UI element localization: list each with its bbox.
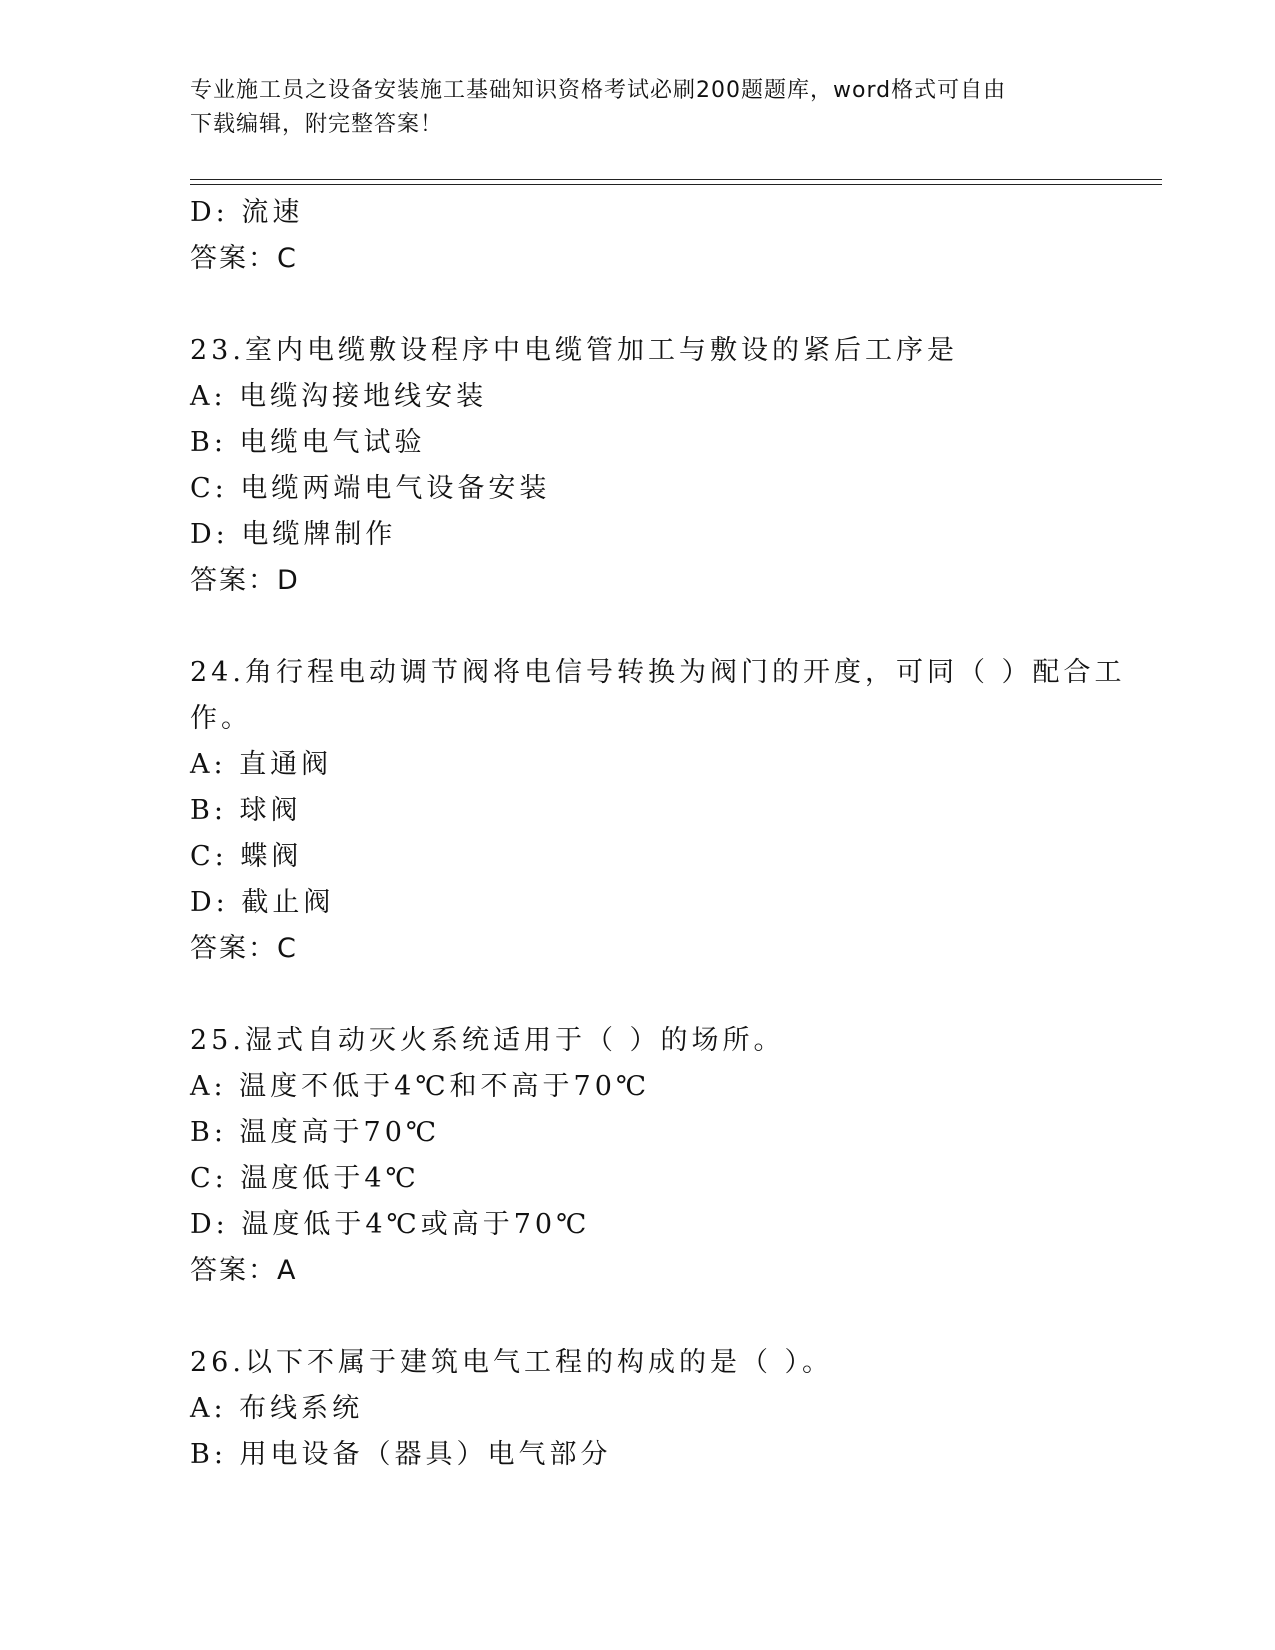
question-answer: 答案：D xyxy=(190,565,300,596)
header-divider-top xyxy=(190,179,1162,180)
option-d: D: 温度低于4℃或高于70℃ xyxy=(190,1209,591,1240)
option-b: B: 用电设备（器具）电气部分 xyxy=(190,1439,612,1470)
option-d: D: 电缆牌制作 xyxy=(190,519,397,550)
prev-option-d: D: 流速 xyxy=(190,197,304,228)
document-header xyxy=(190,74,1090,142)
option-a: A: 温度不低于4℃和不高于70℃ xyxy=(190,1071,651,1102)
option-d: D: 截止阀 xyxy=(190,887,335,918)
option-b: B: 电缆电气试验 xyxy=(190,427,426,458)
option-b: B: 温度高于70℃ xyxy=(190,1117,441,1148)
spacer xyxy=(190,972,1090,1018)
header-divider-bottom xyxy=(190,184,1162,185)
question-answer: 答案：C xyxy=(190,933,298,964)
question-answer: 答案：A xyxy=(190,1255,298,1286)
question-23 xyxy=(190,328,1090,604)
option-a: A: 直通阀 xyxy=(190,749,333,780)
option-c: C: 蝶阀 xyxy=(190,841,303,872)
spacer xyxy=(190,604,1090,650)
header-line-2: 下载编辑，附完整答案！ xyxy=(190,112,444,137)
question-stem: 26.以下不属于建筑电气工程的构成的是（ ）。 xyxy=(190,1347,834,1378)
prev-answer: 答案：C xyxy=(190,243,298,274)
question-stem: 23.室内电缆敷设程序中电缆管加工与敷设的紧后工序是 xyxy=(190,335,958,366)
spacer xyxy=(190,1294,1090,1340)
question-26 xyxy=(190,1340,1090,1478)
option-a: A: 布线系统 xyxy=(190,1393,364,1424)
option-a: A: 电缆沟接地线安装 xyxy=(190,381,488,412)
spacer xyxy=(190,282,1090,328)
option-b: B: 球阀 xyxy=(190,795,302,826)
question-stem-line-2: 作。 xyxy=(190,703,252,734)
question-stem-line-1: 24.角行程电动调节阀将电信号转换为阀门的开度，可同（ ）配合工 xyxy=(190,657,1126,688)
header-line-1: 专业施工员之设备安装施工基础知识资格考试必刷200题题库，word格式可自由 xyxy=(190,78,1007,103)
option-c: C: 温度低于4℃ xyxy=(190,1163,420,1194)
question-list xyxy=(190,190,1126,1478)
question-25 xyxy=(190,1018,1090,1294)
question-24 xyxy=(190,650,1126,972)
question-stem: 25.湿式自动灭火系统适用于（ ）的场所。 xyxy=(190,1025,785,1056)
option-c: C: 电缆两端电气设备安装 xyxy=(190,473,551,504)
